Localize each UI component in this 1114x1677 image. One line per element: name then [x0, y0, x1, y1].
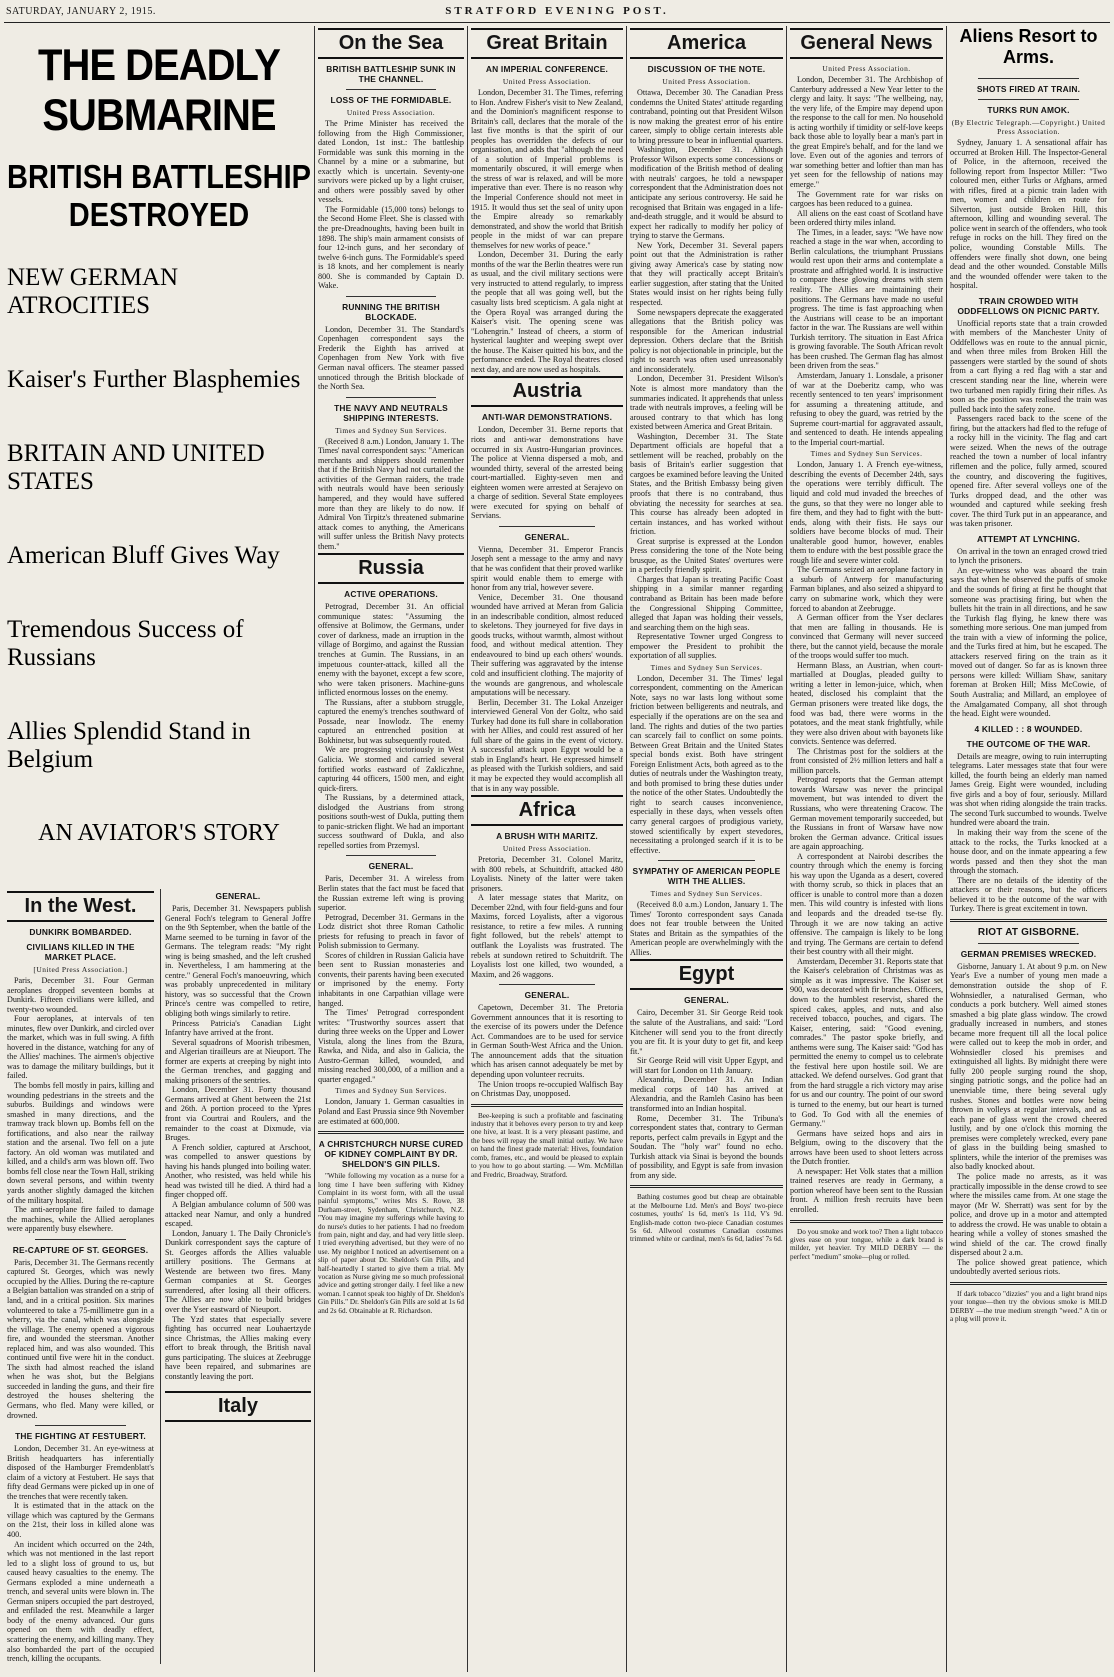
divider — [35, 1239, 126, 1240]
paragraph: London, December 31. During the early months of the war the Berlin theatres were run as usual, and the civil military sections were very instructed to attend regularly, to impress the people that all was going well, but the casualty lists bred scepticism. A gala night at the Opera Royal was arranged during the Kaiser's visit. The opening scene was "Lohengrin." Instead of cheers, a storm of hysterical laughter and weeping swept over the house. The Kaiser quitted his box, and the performance ended. The Royal theatres closed next day, and are now used as hospitals. — [471, 250, 623, 374]
headline-aviator: AN AVIATOR'S STORY — [38, 820, 280, 846]
paragraph: Amsterdam, January 1. Lonsdale, a prisoner of war at the Doeberitz camp, who was recently sentenced to ten years' imprisonment for assuming a threatening attitude, and refusing to obey the guard, was retried by the Supreme court-martial for aggravated assault, and sentenced to death. He intends appealing to the Imperial court-martial. — [790, 370, 943, 447]
subhead: BRITISH BATTLESHIP SUNK IN THE CHANNEL. — [326, 64, 456, 84]
headline-kaiser: Kaiser's Further Blasphemies — [7, 366, 301, 393]
paragraph: Sydney, January 1. A sensational affair has occurred at Broken Hill. The Inspector-General of Police, in the afternoon, received the following report from Inspector Miller: "Two coloured men, either Turks or Afghans, armed with rifles, fired at a picnic train laden with men, women and children en route for Silverton, just outside Broken Hill, this afternoon, killing and wounding several. The police went in search of the offenders, who took refuge in rocks on the hill. They fired on the police, wounding Constable Mills. The offenders were finally shot down, one being dead and the other wounded. Constable Mills and the wounded offender were taken to the hospital. — [950, 138, 1107, 291]
subhead: 4 KILLED : : 8 WOUNDED. — [974, 723, 1083, 734]
section-italy: Italy — [165, 1391, 311, 1422]
paragraph: The police made no arrests, as it was practically impossible in the dense crowd to see where the missiles came from. At one stage the mayor (Mr W. Sherratt) was sent for by the police, and drove up in a motor and attempted to address the crowd. He was unable to obtain a hearing while a volley of stones smashed the wind shield of the car. The crowd finally dispersed about 2 a.m. — [950, 1171, 1107, 1258]
paragraph: Charges that Japan is treating Pacific Coast shipping in a similar manner regarding contraband as Britain has been made before the Congressional Shipping Committee, alleged that Japan was holding their vessels, and searching them on the high seas. — [630, 574, 783, 632]
byline: Times and Sydney Sun Services. — [335, 425, 447, 435]
divider — [346, 89, 436, 90]
paragraph: Petrograd reports that the German attempt towards Warsaw was never the principal movement, but was intended to divert the Russians, who were threatening Cracow. The German movement temporarily succeeded, but the Russians in front of Warsaw have now broken the German advance. Critical issues are again approaching. — [790, 775, 943, 852]
paragraph: Berlin, December 31. The Lokal Anzeiger interviewed General Von der Goltz, who said Turkey had done its full share in collaboration with her Allies, and could rest assured of her full share of the gains in the event of victory. A successful attack upon Egypt would be a stab in England's heart. He expressed himself as pleased with the Turkish soldiers, and said it may be expected they would accomplish all that is in any way possible. — [471, 697, 623, 793]
subhead: GENERAL. — [524, 990, 570, 1001]
column-5 — [787, 26, 947, 1672]
paragraph: The Christmas post for the soldiers at the front consisted of 2½ million letters and half a million parcels. — [790, 746, 943, 775]
paragraph: Sir George Reid will visit Upper Egypt, and will start for London on 11th January. — [630, 1056, 783, 1075]
paragraph: Amsterdam, December 31. Reports state that the Kaiser's celebration of Christmas was as simple as it was impressive. The Kaiser set 900, was decorated with fir branches. Officers, down to the humblest reservist, shared the spiced cakes, apples, and nuts, and also received tobacco, pouches, and cigars. The Kaiser, entering, said: "Good evening, comrades." The pastor spoke briefly, and anthems were sung. The Kaiser said: "God has permitted the enemy to compel us to celebrate the festival here upon hostile soil. We are attacked. We defend ourselves. God grant that from the hard struggle a rich victory may arise for us and our country. The point of our sword is turned to the enemy, but our heart is turned to God. To God with all the enemies of Germany." — [790, 956, 943, 1129]
paragraph: All aliens on the east coast of Scotland have been ordered thirty miles inland. — [790, 208, 943, 228]
section-america: America — [630, 28, 783, 59]
paragraph: London, December 31. President Wilson's Note is almost more mandatory than the summaries indicated. It apprehends that unless trade with neutrals improves, a feeling will be aroused contrary to that which has long existed between America and Great Britain. — [630, 374, 783, 432]
column-2 — [315, 26, 468, 1672]
paragraph: London, December 31. An eye-witness at British headquarters has inferentially disposed of the Hamburger Fremdenblatt's claim of a victory at Festubert. He says that fifty dead Germans were picked up in one of the trenches that were recently taken. — [7, 1444, 154, 1501]
paragraph: A German officer from the Yser declares that men are falling in thousands. He is convinced that Germany will never succeed there, but the cannot yield, because the morale of the troops would suffer too much. — [790, 613, 943, 661]
paragraph: Capetown, December 31. The Pretoria Government announces that it is resorting to the exercise of its powers under the Defence Act. Commandoes are to be used for service in German South-West Africa and the Union. The announcement adds that the situation which has arisen cannot adequately be met by depending upon volunteer recruits. — [471, 1003, 623, 1080]
paragraph: Alexandria, December 31. An Indian medical corps of 140 has arrived at Alexandria, and the Ramleh Casino has been transformed into an Indian hospital. — [630, 1075, 783, 1113]
divider — [346, 855, 436, 856]
byline: Times and Sydney Sun Services. — [335, 1086, 447, 1096]
subhead: SHOTS FIRED AT TRAIN. — [976, 84, 1081, 94]
divider — [950, 919, 1107, 922]
paragraph: An incident which occurred on the 24th, which was not mentioned in the last report led to a slight loss of ground to us, but caused heavy casualties to the enemy. The Germans exploded a mine underneath a trench, and several units were blown in. The German snipers occupied the part destroyed, and enfiladed the rest. Meanwhile a larger body of the enemy advanced. Our guns opened on them with deadly effect, scattering the enemy, and killing many. They also bombarded the part of the occupied trench, killing the occupants. — [7, 1539, 154, 1664]
paragraph: Petrograd, December 31. Germans in the Lodz district shot three Roman Catholic priests for refusing to preach in favor of Polish submission to Germany. — [318, 912, 464, 951]
paragraph: Scores of children in Russian Galicia have been sent to Russian monasteries and convents, their parents having been executed or imprisoned by the enemy. Forty inhabitants in one Carpathian village were hanged. — [318, 950, 464, 1008]
section-on-the-sea: On the Sea — [318, 28, 464, 59]
advert-text: Bee-keeping is such a profitable and fascinating industry that it behoves every person to try and keep one hive, at least. It is a very pleasant pastime, and the bees will repay the small initial outlay. We have on hand the finest grade material: Hives, foundation comb, frames, etc., and would be pleased to explain to you how to go about starting. — Wm. McMillan and Fredric, Broadway, Stratford. — [471, 1111, 623, 1179]
headline-britain-us: BRITAIN AND UNITED STATES — [7, 440, 265, 495]
issue-date: SATURDAY, JANUARY 2, 1915. — [6, 6, 156, 17]
divider — [346, 397, 436, 398]
paragraph: Washington, December 31. The State Department officials are hopeful that a settlement will be reached, probably on the basis of Britain's earlier suggestion that cargoes be examined before leaving the United States, and the British Embassy being given proofs that there is no contraband, thus obviating the necessity for searches at sea. This course has already been adopted in certain instances, and has worked without friction. — [630, 431, 783, 537]
paragraph: London, December 31. The Standard's Copenhagen correspondent says the Frederik the Eighth has arrived at Copenhagen from New York with five German naval officers. The steamer passed unnoticed through the British blockade of the North Sea. — [318, 324, 464, 392]
paragraph: The police showed great patience, which undoubtedly averted serious riots. — [950, 1257, 1107, 1277]
paragraph: Ottawa, December 30. The Canadian Press condemns the United States' attitude regarding contraband, pointing out that President Wilson is now making the greatest error of his entire career, simply to oblige certain interests able to bring pressure to bear in influential quarters. — [630, 88, 783, 145]
paragraph: A Belgian ambulance column of 500 was attacked near Namur, and only a hundred escaped. — [164, 1199, 311, 1229]
section-austria: Austria — [471, 376, 623, 407]
paragraph: The Yzd states that especially severe fighting has occurred near Louhaertzyde since Christmas, the Allies making every effort to break through, the British naval guns participating. The sluices at Zeebrugge have been repaired, and submarines are constantly leaving the port. — [164, 1314, 311, 1381]
divider — [978, 99, 1079, 100]
subhead: GENERAL. — [524, 531, 570, 542]
subhead: GERMAN PREMISES WRECKED. — [960, 948, 1097, 959]
column-3 — [468, 26, 627, 1672]
paragraph: Unofficial reports state that a train crowded with members of the Manchester Unity of Oddfellows was en route to the annual picnic, and when three miles from Broken Hill the passengers were startled by the sound of shots from a cart flying a red flag with a star and crescent standing near the line, wherein were two turbaned men rapidly firing their rifles. As soon as the position was realised the train was pulled back into the safety zone. — [950, 318, 1107, 414]
advert-text: If dark tobacco "dizzies" you and a light brand nips your tongue—then try the obvious smoke is MILD DERBY —the true medium strength "weed." A tin or a plug will prove it. — [950, 1289, 1107, 1324]
paragraph: Venice, December 31. One thousand wounded have arrived at Meran from Galicia in an indescribable condition, almost reduced to skeletons. They journeyed for five days in goods trucks, without warmth, almost without food, and without medical attention. They endeavoured to bind up each others' wounds. Their suffering was aggravated by the intense cold and insufficient clothing. The majority of the wounds are gangrenous, and wholescale amputations will be necessary. — [471, 592, 623, 698]
paragraph: We are progressing victoriously in West Galicia. We stormed and carried several fortified works eastward of Zakliczhne, capturing 44 officers, 1500 men, and eight quick-firers. — [318, 745, 464, 793]
column-1 — [4, 26, 315, 1672]
paragraph: The Russians, after a stubborn struggle, captured the enemy's trenches southward of Possade, near Inowlodz. The enemy captured an entrenched position at Bokhinetsr, but was subsequently routed. — [318, 697, 464, 745]
paragraph: Hermann Blass, an Austrian, when court-martialled at Douglas, pleaded guilty to writing a letter in lemon-juice, which, when heated, disclosed his complaint that the German prisoners were treated like dogs, the food was bad, there were worms in the potatoes, and the meat stank frightfully, while they were also driven about with bayonets like convicts. Sentence was deferred. — [790, 660, 943, 747]
paragraph: It is estimated that in the attack on the village which was captured by the Germans on the 21st, their loss in killed alone was 400. — [7, 1501, 154, 1539]
paragraph: Princess Patricia's Canadian Light Infantry have arrived at the front. — [164, 1018, 311, 1038]
paragraph: In making their way from the scene of the attack to the rocks, the Turks knocked at a house door, and on the inmate appearing a few words passed and then they shot the man through the stomach. — [950, 828, 1107, 876]
paragraph: There are no details of the identity of the attackers or their reasons, but the officers believed it to be the outcome of the war with Turkey. There is great excitement in town. — [950, 875, 1107, 914]
paragraph: (Received 8 a.m.) London, January 1. The Times' naval correspondent says: "American merchants and shippers should remember that if the British Navy had not curtailed the activities of the German raiders, the trade with neutrals would have been seriously hampered, and they would have suffered more than they are likely to do now. If Admiral Von Tirpitz's threatened submarine attack comes to anything, the Americans will suffer unless the British Navy protects them." — [318, 436, 464, 551]
paragraph: Paris, December 31. The Germans recently captured St. Georges, which was newly occupied by the Allies. During the re-capture a Belgian battalion was stranded on a strip of land, and in a critical position. Six marines volunteered to take a 75-millimetre gun in a wherry, via the canal, which was alongside the village. The enemy opened a vigorous fire, and wounded the steersman. Another replaced him, and was also wounded. This continued until five were hit in the conduct. The sixth had almost reached the island when he was shot, but the Belgians succeeded in landing the guns, and their fire destroyed the houses sheltering the Germans, who fled. Many were killed, or drowned. — [7, 1257, 154, 1420]
paragraph: Paris, December 31. Newspapers publish General Foch's telegram to General Joffre on the 9th September, when the battle of the Marne seemed to be turning in favor of the Germans. The telegram reads: "My right wing is being smashed, and the left crushed in. Nevertheless, I am hammering at the centre." General Foch's manoeuvring, which was probably unprecedented in military history, was so successful that the Crown Prince's centre was compelled to retire, obliging both wings similarly to retire. — [164, 904, 311, 1019]
newspaper-title: STRATFORD EVENING POST. — [445, 5, 669, 17]
byline: (By Electric Telegraph.—Copyright.) United Press Association. — [951, 118, 1106, 136]
subhead: DISCUSSION OF THE NOTE. — [647, 64, 766, 74]
advert-heading: A CHRISTCHURCH NURSE CURED OF KIDNEY COMPLAINT BY DR. SHELDON'S GIN PILLS. — [318, 1139, 464, 1170]
paragraph: The Union troops re-occupied Walfisch Bay on Christmas Day, unopposed. — [471, 1079, 623, 1099]
paragraph: London, December 31. Berne reports that riots and anti-war demonstrations have occurred in six Austro-Hungarian provinces. The police at Vienna dispersed a mob, and wounded thirty, several of the arrested being court-martialled. Eighty-seven men and eighteen women were arrested at Serajevo on a charge of sedition. Several State employees were executed for spying on behalf of Servians. — [471, 425, 623, 521]
paragraph: Rome, December 31. The Tribuna's correspondent states that, contrary to German reports, perfect calm prevails in Egypt and the Soudan. The "holy war" found no echo. Turkish attack via Sinai is beyond the bounds of possibility, and Egypt is safe from invasion from any side. — [630, 1113, 783, 1180]
section-russia: Russia — [318, 553, 464, 584]
paragraph: Gisborne, January 1. At about 9 p.m. on New Year's Eve a number of young men made a demonstration outside the shop of F. Wohnsiedler, a naturalised German, who conducts a pork butchery. Well aimed stones smashed a big plate glass window. The crowd gradually increased in numbers, and stones became more frequent till all the local police were called out to keep the mob in order, and Wohnsiedler closed his premises and extinguished all lights. By midnight there were fully 200 people surging round the shop, singing patriotic songs, and the police had an unenviable time, there being several ugly rushes. Stones and bottles were now being thrown in volleys at regular intervals, and as each pane of glass went the crowd cheered lustily, and by one o'clock this morning the premises were completely wrecked, every pane of glass in the building being smashed to splinters, while the interior of the premises was also badly knocked about. — [950, 961, 1107, 1172]
paragraph: Germans have seized hops and airs in Belgium, owing to the discovery that the arrows have been used to shoot letters across the Dutch frontier. — [790, 1128, 943, 1167]
paragraph: London, December 31. The Times' legal correspondent, commenting on the American Note, says no war lasts long without some friction between belligerents and neutrals, and especially if the operations are on the sea and land. The rights and duties of the two parties can scarcely fail to conflict on some points. Between Great Britain and the United States special bonds exist. Both have stringent Foreign Enlistment Acts, both agreed as to the duties of neutrals under the Washington treaty, and both promised to bring these duties under the notice of the other States. Undoubtedly the right to search causes inconvenience, especially in these days, when vessels often carry general cargoes of prodigious variety, stowed scientifically by expert stevedores, necessitating a prolonged search if it is to be effective. — [630, 673, 783, 855]
paragraph: A later message states that Maritz, on December 22nd, with four field-guns and four Maxims, forced Loyalists, after a vigorous resistance, to retire a few miles. A running fight followed, but the rebels' attempt to outflank the Loyalists was frustrated. The rebels at sundown retired to Schuitdrift. The Loyalists lost one killed, two wounded, a Maxim, and 26 waggons. — [471, 893, 623, 979]
paragraph: Pretoria, December 31. Colonel Maritz, with 800 rebels, at Schuitdrift, attacked 480 Loyalists. Ninety of the latter were taken prisoners. — [471, 855, 623, 893]
paragraph: The Prime Minister has received the following from the High Commissioner, dated London, 1st inst.: The battleship Formidable was sunk this morning in the Channel by a mine or a submarine, but exactly which is uncertain. Seventy-one survivors were picked up by a light cruiser, and others were possibly saved by other vessels. — [318, 119, 464, 205]
paragraph: The Formidable (15,000 tons) belongs to the Second Home Fleet. She is classed with the pre-Dreadnoughts, having been built in 1898. The ship's main armament consists of four 12-inch guns, and her secondary of twelve 6-inch guns. The Formidable's speed is 18 knots, and her complement is nearly 800. She is commanded by Captain D. Wake. — [318, 204, 464, 291]
paragraph: The Russians, by a determined attack, dislodged the Austrians from strong positions south-west of Dukla, putting them to panic-stricken flight. We had an important success southward of Dukla, and also repelled sorties from Przemysl. — [318, 793, 464, 850]
paragraph: The bombs fell mostly in pairs, killing and wounding pedestrians in the streets and the suburbs. Buildings and windows were smashed in many directions, and the tramway track blown up. Bombs fell on the fortifications, and also near the railway station and the arsenal. Two fell on a jute factory. An old woman was mutilated and killed, and a child's arm was blown off. Two bombs fell close near the Town Hall, striking down several persons, and within twenty yards another slightly damaged the kitchen of the military hospital. — [7, 1081, 154, 1205]
paragraph: The Government rate for war risks on cargoes has been reduced to a guinea. — [790, 189, 943, 209]
subhead: TURKS RUN AMOK. — [987, 105, 1070, 115]
paragraph: Washington, December 31. Although Professor Wilson expects some concessions or modification of the British method of dealing with neutrals' cargoes, he told a newspaper correspondent that the Administration does not anticipate any serious controversy. He said he recognised that Britain was engaged in a life-and-death struggle, and it would be absurd to expect her radically to modify her policy of trying to starve the Germans. — [630, 145, 783, 241]
subhead: LOSS OF THE FORMIDABLE. — [330, 95, 452, 105]
subhead: DUNKIRK BOMBARDED. — [29, 927, 132, 937]
subhead: ACTIVE OPERATIONS. — [344, 589, 438, 600]
byline: United Press Association. — [662, 77, 751, 86]
byline: Times and Sydney Sun Services. — [650, 662, 763, 672]
divider — [318, 1131, 464, 1134]
divider — [499, 984, 595, 985]
advert-text: Do you smoke and work too? Then a light tobacco gives ease on your tongue, while a dark brand is milder, yet heavier. Try MILD DERBY — the perfect "medium" smoke—plug or rolled. — [790, 1227, 943, 1261]
headline-american-bluff: American Bluff Gives Way — [7, 542, 280, 569]
paragraph: Several squadrons of Moorish tribesmen, and Algerian tirailleurs are at Nieuport. The former are experts at creeping by night into the German trenches, and gagging and making prisoners of the sentries. — [164, 1037, 311, 1085]
paragraph: Paris, December 31. Four German aeroplanes dropped seventeen bombs at Dunkirk. Fifteen civilians were killed, and twenty-two wounded. — [7, 976, 154, 1014]
paragraph: An eye-witness who was aboard the train says that when he observed the puffs of smoke and the sounds of firing at first he thought that someone was practising firing, but when the bullets hit the train in all directions, and he saw the Turkish flag flying, he knew there was something more serious. One man jumped from the train with a view of informing the police, and the Turks fired at him, but he escaped. The attackers reserved firing on the train as it moved out of danger. So far as is known three persons were killed: William Shaw, sanitary foreman at Broken Hill; Miss McCowie, of South Australia; and Millard, an employee of the Amalgamated Company, all shot through the head. Eight were wounded. — [950, 565, 1107, 719]
subhead: SYMPATHY OF AMERICAN PEOPLE WITH THE ALLIES. — [632, 866, 781, 887]
advert-text: Bathing costumes good but cheap are obtainable at the Melbourne Ltd. Men's and Boys' two-piece costumes, youths' 1s 6d, men's 1s 11d, V's 9d. English-made cotton two-piece Canadian costumes 5s 6d. Allwool costumes Canadian costumes trimmed white or cardinal, men's 6s 6d, ladies' 7s 6d. — [630, 1193, 783, 1244]
byline: Times and Sydney Sun Services. — [650, 889, 763, 899]
divider — [978, 943, 1079, 944]
paragraph: The Germans seized an aeroplane factory in a suburb of Antwerp for manufacturing Farman biplanes, and also seized a shipyard to carry on submarine work, which they were forced to abandon at Zeebrugge. — [790, 565, 943, 613]
divider — [346, 296, 436, 297]
paragraph: On arrival in the town an enraged crowd tried to lynch the prisoners. — [950, 546, 1107, 566]
byline: United Press Association. — [502, 77, 592, 86]
subhead: A BRUSH WITH MARITZ. — [496, 831, 598, 842]
paragraph: Cairo, December 31. Sir George Reid took the salute of the Australians, and said: "Lord Kitchener will send you to the front directly you are fit. It is your duty to get fit, and keep fit." — [630, 1008, 783, 1056]
paragraph: London, January 1. German casualties in Poland and East Prussia since 9th November are estimated at 600,000. — [318, 1097, 464, 1126]
masthead — [4, 4, 1110, 23]
subhead: THE FIGHTING AT FESTUBERT. — [15, 1431, 146, 1442]
paragraph: London, December 31. The Archbishop of Canterbury addressed a New Year letter to the clergy and laity. It says: "The wellbeing, nay, the very life, of the Empire may depend upon the response to the call for men. No household is acting worthily if timidity or self-love keeps back those able to loyally bear a man's part in the great Empire's behalf, and for the land we love. Even out of the agonies and terrors of war something better and loftier than man has yet seen for the fellowship of nations may emerge." — [790, 75, 943, 190]
subhead: THE OUTCOME OF THE WAR. — [966, 738, 1091, 749]
section-great-britain: Great Britain — [471, 28, 623, 59]
byline: Times and Sydney Sun Services. — [810, 449, 923, 459]
byline: United Press Association. — [502, 844, 592, 854]
west-section — [7, 889, 154, 1664]
subhead: AN IMPERIAL CONFERENCE. — [485, 64, 609, 74]
byline: [United Press Association.] — [33, 965, 128, 974]
paragraph: Representative Towner urged Congress to empower the President to prohibit the exportation of all supplies. — [630, 632, 783, 661]
section-general-news: General News — [790, 28, 943, 59]
paragraph: Some newspapers deprecate the exaggerated allegations that the British policy was responsible for the American industrial depression. Others declare that the British policy is not objectionable in principle, but the right to search was often used unreasonably and inconsiderately. — [630, 307, 783, 374]
divider — [630, 1185, 783, 1188]
divider — [471, 1104, 623, 1107]
west-general — [160, 889, 311, 1664]
paragraph: A newspaper: Het Volk states that a million trained reserves are ready in Germany, a portion whereof have been sent to the Russian front. A million fresh recruits have been enrolled. — [790, 1166, 943, 1214]
paragraph: Paris, December 31. A wireless from Berlin states that the fact must be faced that the Russian extreme left wing is proving superior. — [318, 874, 464, 913]
divider — [499, 526, 595, 527]
divider — [978, 78, 1079, 79]
paragraph: Petrograd, December 31. An official communique states: "Assuming the offensive at Bolimow, the Germans, under cover of darkness, made an irruption in the village of Borgimo, and against the Russian trenches at Gumin. The Russians, in an impetuous counter-attack, killed all the enemy with the bayonet, except a few score, who were taken prisoners. Machine-guns inflicted enormous losses on the enemy. — [318, 602, 464, 698]
section-west: In the West. — [7, 891, 154, 922]
paragraph: (Received 8.0 a.m.) London, January 1. The Times' Toronto correspondent says Canada does not fear trouble between the United States and Britain as the sympathies of the American people are overwhelmingly with the Allies. — [630, 900, 783, 957]
paragraph: The Times, in a leader, says: "We have now reached a stage in the war when, according to Berlin calculations, the triumphant Prussians would rest upon their arms and contemplate a prostrate and affrighted world. It is instructive to compare these glowing dreams with stern reality. The Allies are maintaining their positions. The Germans have made no useful progress. The time is fast approaching when the Austrians will cease to be an important factor in the war. The Russians are well within Turkish territory. The situation in East Africa is growing favorable. The South African revolt has been crushed. The German flag has almost been driven from the seas." — [790, 227, 943, 371]
subhead: ATTEMPT AT LYNCHING. — [976, 533, 1081, 544]
paragraph: New York, December 31. Several papers point out that the Administration is rather giving away America's case by stating now that they will practically accept Britain's earlier suggestion, after stating that the United States would insist on her rights being fully respected. — [630, 240, 783, 308]
section-egypt: Egypt — [630, 959, 783, 990]
paragraph: London, December 31. Forty thousand Germans arrived at Ghent between the 21st and 26th. A portion proceed to the Ypres front via Courtrai and Roulers, and the remainder to the coast at Dixmude, via Bruges. — [164, 1085, 311, 1143]
divider — [658, 860, 755, 861]
subhead: RIOT AT GISBORNE. — [977, 926, 1080, 938]
column-4 — [627, 26, 787, 1672]
divider — [950, 1282, 1107, 1285]
subhead: ANTI-WAR DEMONSTRATIONS. — [481, 412, 613, 423]
divider — [790, 1220, 943, 1223]
paragraph: Vienna, December 31. Emperor Francis Joseph sent a message to the army and navy that he was confident that their proved warlike spirit would enable them to emerge with honor from any trial, however severe. — [471, 544, 623, 593]
paragraph: London, January 1. The Daily Chronicle's Dunkirk correspondent says the capture of St. Georges affords the Allies valuable artillery positions. The Germans at Westende are between two fires. Many German companies at St. Georges surrendered, after losing all their officers. The Allies are now able to build bridges over the Yser eastward of Nieuport. — [164, 1228, 311, 1314]
column-1-body — [7, 889, 311, 1664]
paragraph: Passengers raced back to the scene of the firing, but the attackers had fled to the refuge of a rocky hill in the vicinity. The flag and cart were seized. When the news of the outrage reached the town a number of local infantry riflemen and the police, fully armed, scoured the country, and discovering the fugitives, opened fire. After several volleys one of the Turks dropped dead, and the other was wounded and captured while seeking fresh cover. The third Turk put in an appearance, and was taken prisoner. — [950, 414, 1107, 529]
subhead: CIVILIANS KILLED IN THE MARKET PLACE. — [26, 942, 135, 962]
headline-belgium: Allies Splendid Stand in Belgium — [7, 718, 251, 773]
subhead: GENERAL. — [368, 861, 414, 872]
paragraph: A correspondent at Nairobi describes the country through which the enemy is forcing his way upon the Uganda as a desert, covered with thorny scrub, so thick in places that an officer is unable to control more than a dozen men. This wild country is infested with lions and leopards and the dreaded tse-tse fly. Through it we are now taking an active offensive. The campaign is likely to be long and trying. The Germans are certain to defend their best country with all their might. — [790, 851, 943, 957]
subhead: RUNNING THE BRITISH BLOCKADE. — [342, 301, 440, 322]
headline-russians: Tremendous Success of Russians — [7, 616, 244, 671]
headline-german-atrocities: NEW GERMAN ATROCITIES — [7, 264, 179, 319]
paragraph: The anti-aeroplane fire failed to damage the machines, while the Allied aeroplanes were apparently busy elsewhere. — [7, 1205, 154, 1234]
paragraph: Great surprise is expressed at the London Press considering the tone of the Note being brusque, as the United States' overtures were in a perfectly friendly spirit. — [630, 536, 783, 575]
paragraph: Four aeroplanes, at intervals of ten minutes, flew over Dunkirk, and circled over the market, which was in full swing. A fifth hovered in the distance, watching for any of the Allies' machines. The airmen's objective was to damage the military buildings, but it failed. — [7, 1014, 154, 1081]
subhead: GENERAL. — [215, 891, 261, 901]
headline-aliens: Aliens Resort to Arms. — [959, 26, 1098, 67]
advert-text: "While following my vocation as a nurse for a long time I have been suffering with Kidney Complaint in its worst form, with all the usual painful symptoms," writes Mrs S. Rowe, 38 Durham-street, Sydenham, Christchurch, N.Z. "You may imagine my sufferings while having to do nurse's duties to her patients. I had no freedom from pain, night and day, and had very little sleep. I tried everything advertised, but they were of no use. My neighbor I noticed an advertisement on a slip of paper about Dr. Sheldon's Gin Pills, and half-heartedly I started to give them a trial. My vocation as Nurse giving me so much professional advice and getting stronger daily. I feel like a new woman. I cannot speak too highly of Dr. Sheldon's Gin Pills." Dr. Sheldon's Gin Pills are sold at 1s 6d and 2s 6d. Obtainable at R. Richardson. — [318, 1172, 464, 1315]
paragraph: London, December 31. The Times, referring to Hon. Andrew Fisher's visit to New Zealand, and the Dominion's magnificent response to Britain's call, declares that the morale of the last five months is that the spirit of our peoples has overridden the defects of our organisation, and adds that "although the need of a solution of Imperial problems is momentarily obscured, it will emerge when the stress of war is relaxed, and will be more imperative than ever. There is no reason why the Imperial Conference should not meet in 1915. It would thus set the seal of unity upon the Empire already so remarkably demonstrated, and show the world that British people in the midst of war can prepare themselves for new works of peace." — [471, 88, 623, 250]
column-6 — [947, 26, 1110, 1672]
section-africa: Africa — [471, 795, 623, 826]
headline-deadly-submarine: THE DEADLY SUBMARINE — [38, 40, 280, 141]
paragraph: A French soldier, captured at Arschoot, was compelled to answer questions by having his hands plunged into boiling water. Another, who resisted, was held while his head was twisted till he died. A third had a finger chopped off. — [164, 1142, 311, 1200]
paragraph: London, January 1. A French eye-witness, describing the events of December 24th, says the operations were terribly difficult. The liquid and cold mud invaded the breeches of the guns, so that they were no longer able to fire them, and they had to fight with the butt-ends, along with their fists. He says our soldiers have become blocks of mud. Their unalterable good humor, however, enables them to endure with the best possible grace the rough life and severe winter cold. — [790, 460, 943, 565]
byline: United Press Association. — [822, 64, 911, 73]
subhead: RE-CAPTURE OF ST. GEORGES. — [12, 1244, 149, 1255]
byline: United Press Association. — [346, 108, 436, 117]
subhead: THE NAVY AND NEUTRALS SHIPPING INTERESTS. — [334, 402, 448, 423]
subhead: TRAIN CROWDED WITH ODDFELLOWS ON PICNIC PARTY. — [957, 295, 1100, 316]
subhead: GENERAL. — [684, 995, 729, 1006]
headline-battleship-destroyed: BRITISH BATTLESHIP DESTROYED — [7, 159, 311, 234]
paragraph: Details are meagre, owing to ruin interrupting telegrams. Later messages state that four were killed, the fourth being an elderly man named James Greig. Eight were wounded, including five girls and a boy of four, seriously. Millard was shot when riding alongside the train tracks. The second Turk succumbed to wounds. Twelve hundred were aboard the train. — [950, 751, 1107, 828]
divider — [35, 1425, 126, 1426]
paragraph: The Times' Petrograd correspondent writes: "Trustworthy sources assert that during three weeks on the Upper and Lower Vistula, along the lines from the Bzura, Rawka, and Nida, and also in Galicia, the Austro-German killed, wounded, and missing reached 300,000, of a million and a quarter engaged." — [318, 1008, 464, 1084]
